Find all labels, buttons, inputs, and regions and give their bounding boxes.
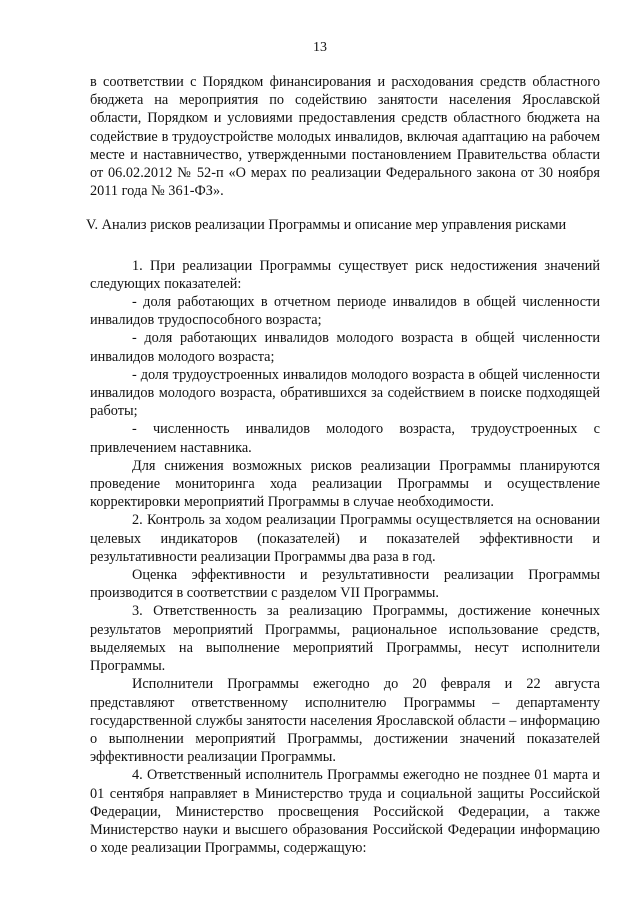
paragraph-item-1: 1. При реализации Программы существует риск недостижения значений следующих показателей:	[90, 257, 600, 292]
section-heading: V. Анализ рисков реализации Программы и описание мер управления рисками	[86, 217, 567, 234]
paragraph-risk-mitigation: Для снижения возможных рисков реализации Программы планируются проведение мониторинга хода реализации Программы и осуществление корректировки мероприятий Программы в случае необходимости.	[90, 457, 600, 511]
list-item-indicator: - доля работающих в отчетном периоде инвалидов в общей численности инвалидов трудоспособного возраста;	[90, 294, 600, 329]
paragraph-item-2: 2. Контроль за ходом реализации Программы осуществляется на основании целевых индикаторов (показателей) и показателей эффективности и результативности реализации Программы два раза в год.	[90, 512, 600, 565]
paragraph-item-3: 3. Ответственность за реализацию Программы, достижение конечных результатов мероприятий Программы, рациональное использование средств, выделяемых на выполнение мероприятий Программы, несут исполнители Программы.	[90, 603, 600, 675]
document-body	[86, 73, 600, 857]
page-number: 13	[313, 40, 327, 55]
paragraph-evaluation: Оценка эффективности и результативности реализации Программы производится в соответствии с разделом VII Программы.	[90, 567, 600, 602]
list-item-indicator: - численность инвалидов молодого возраста, трудоустроенных с привлечением наставника.	[90, 421, 600, 456]
list-item-indicator: - доля работающих инвалидов молодого возраста в общей численности инвалидов молодого возраста;	[90, 330, 600, 365]
paragraph-item-4: 4. Ответственный исполнитель Программы ежегодно не позднее 01 марта и 01 сентября направляет в Министерство труда и социальной защиты Российской Федерации, Министерство просвещения Российской Федерации, а также Министерство науки и высшего образования Российской Федерации информацию о ходе реализации Программы, содержащую:	[90, 767, 600, 857]
list-item-indicator: - доля трудоустроенных инвалидов молодого возраста в общей численности инвалидов молодого возраста, обратившихся за содействием в поиске подходящей работы;	[90, 366, 600, 420]
paragraph-intro: в соответствии с Порядком финансирования и расходования средств областного бюджета на мероприятия по содействию занятости населения Ярославской области, Порядком и условиями предоставления средств областного бюджета на содействие в трудоустройстве молодых инвалидов, включая адаптацию на рабочем месте и наставничество, утвержденными постановлением Правительства области от 06.02.2012 № 52-п «О мерах по реализации Федерального закона от 30 ноября 2011 года № 361-ФЗ».	[90, 74, 600, 200]
paragraph-reporting: Исполнители Программы ежегодно до 20 февраля и 22 августа представляют ответственному исполнителю Программы – департаменту государственной службы занятости населения Ярославской области – информацию о выполнении мероприятий Программы, достижении значений показателей эффективности реализации Программы.	[90, 676, 600, 766]
